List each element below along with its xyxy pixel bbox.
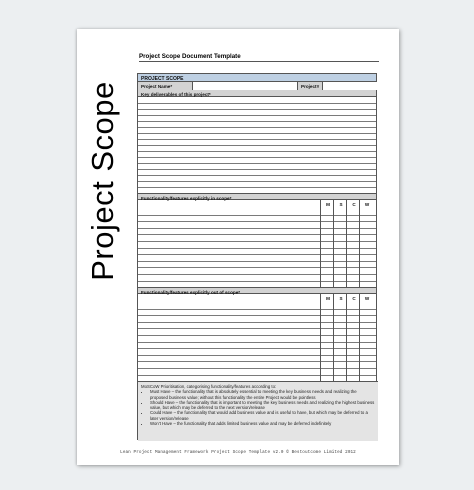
in-scope-lines[interactable] bbox=[138, 208, 376, 287]
out-scope-col-m: M bbox=[326, 295, 330, 301]
ruled-line bbox=[138, 248, 376, 249]
moscow-intro: MoSCoW Prioritisation, categorising functionality/features according to: bbox=[141, 384, 277, 389]
ruled-line bbox=[138, 133, 376, 134]
form-header bbox=[138, 74, 376, 82]
ruled-line bbox=[138, 215, 376, 216]
ruled-line bbox=[138, 187, 376, 188]
ruled-line bbox=[138, 368, 376, 369]
moscow-item-wont: • Won’t Have – the functionality that adds limited business value and may be deferred indefinitely bbox=[150, 421, 375, 426]
in-scope-col-divider bbox=[333, 200, 334, 287]
ruled-line bbox=[138, 169, 376, 170]
out-scope-col-divider bbox=[320, 294, 321, 381]
ruled-line bbox=[138, 151, 376, 152]
out-scope-col-divider bbox=[346, 294, 347, 381]
project-number-label-text: Project# bbox=[301, 84, 320, 89]
ruled-line bbox=[138, 103, 376, 104]
ruled-line bbox=[138, 234, 376, 235]
out-scope-col-s: S bbox=[339, 295, 343, 301]
out-scope-priority-row bbox=[138, 294, 376, 302]
moscow-item-must: • Must Have – the functionality that is absolutely essential to meeting the key business needs and realizing the proposed business value; without this functionality the entire Project would be pointless bbox=[150, 389, 375, 400]
moscow-list bbox=[141, 389, 375, 426]
ruled-line bbox=[138, 175, 376, 176]
project-scope-form bbox=[137, 73, 377, 440]
out-scope-col-divider bbox=[359, 294, 360, 381]
moscow-item-should: • Should Have – the functionality that is important to meeting the key business needs and realizing the highest business value, but which may be deferred to the next version/release bbox=[150, 400, 375, 411]
ruled-line bbox=[138, 127, 376, 128]
ruled-line bbox=[138, 348, 376, 349]
in-scope-label: Functionality/features explicitly in scope* bbox=[141, 195, 232, 201]
out-scope-label: Functionality/features explicitly out of scope* bbox=[141, 289, 241, 295]
form-header-label: PROJECT SCOPE bbox=[141, 75, 184, 82]
ruled-line bbox=[138, 139, 376, 140]
ruled-line bbox=[138, 221, 376, 222]
ruled-line bbox=[138, 281, 376, 282]
ruled-line bbox=[138, 328, 376, 329]
in-scope-col-c: C bbox=[352, 201, 356, 207]
deliverables-header bbox=[138, 90, 376, 97]
ruled-line bbox=[138, 315, 376, 316]
deliverables-lines[interactable] bbox=[138, 97, 376, 193]
in-scope-col-divider bbox=[320, 200, 321, 287]
out-scope-col-w: W bbox=[364, 295, 370, 301]
out-scope-col-divider bbox=[333, 294, 334, 381]
project-name-field[interactable] bbox=[193, 82, 297, 90]
ruled-line bbox=[138, 157, 376, 158]
deliverables-label: Key deliverables of this project* bbox=[141, 91, 211, 97]
in-scope-col-m: M bbox=[326, 201, 330, 207]
ruled-line bbox=[138, 274, 376, 275]
ruled-line bbox=[138, 121, 376, 122]
ruled-line bbox=[138, 241, 376, 242]
out-scope-header bbox=[138, 287, 376, 294]
out-scope-lines[interactable] bbox=[138, 302, 376, 381]
moscow-notes bbox=[138, 381, 378, 441]
project-name-label bbox=[138, 82, 193, 90]
ruled-line bbox=[138, 375, 376, 376]
project-number-field[interactable] bbox=[323, 82, 378, 90]
ruled-line bbox=[138, 163, 376, 164]
in-scope-col-w: W bbox=[364, 201, 370, 207]
document-page bbox=[77, 29, 399, 465]
project-number-label bbox=[297, 82, 323, 90]
ruled-line bbox=[138, 181, 376, 182]
in-scope-col-s: S bbox=[339, 201, 343, 207]
ruled-line bbox=[138, 267, 376, 268]
in-scope-priority-row bbox=[138, 200, 376, 208]
ruled-line bbox=[138, 361, 376, 362]
page-footer: Lean Project Management Framework Project Scope Template v2.0 © Bestoutcome Limited 2012 bbox=[120, 450, 356, 455]
ruled-line bbox=[138, 355, 376, 356]
ruled-line bbox=[138, 115, 376, 116]
ruled-line bbox=[138, 109, 376, 110]
in-scope-col-divider bbox=[359, 200, 360, 287]
out-scope-col-c: C bbox=[352, 295, 356, 301]
document-title: Project Scope Document Template bbox=[139, 53, 379, 62]
side-title bbox=[83, 71, 123, 291]
ruled-line bbox=[138, 322, 376, 323]
in-scope-header bbox=[138, 193, 376, 200]
ruled-line bbox=[138, 228, 376, 229]
ruled-line bbox=[138, 342, 376, 343]
side-title-text: Project Scope bbox=[85, 81, 120, 281]
project-name-label-text: Project Name* bbox=[141, 84, 173, 89]
ruled-line bbox=[138, 335, 376, 336]
moscow-item-could: • Could Have – the functionality that would add business value and is useful to have, but which may be deferred to a later version/release bbox=[150, 410, 375, 421]
ruled-line bbox=[138, 254, 376, 255]
in-scope-col-divider bbox=[346, 200, 347, 287]
ruled-line bbox=[138, 309, 376, 310]
ruled-line bbox=[138, 261, 376, 262]
ruled-line bbox=[138, 145, 376, 146]
